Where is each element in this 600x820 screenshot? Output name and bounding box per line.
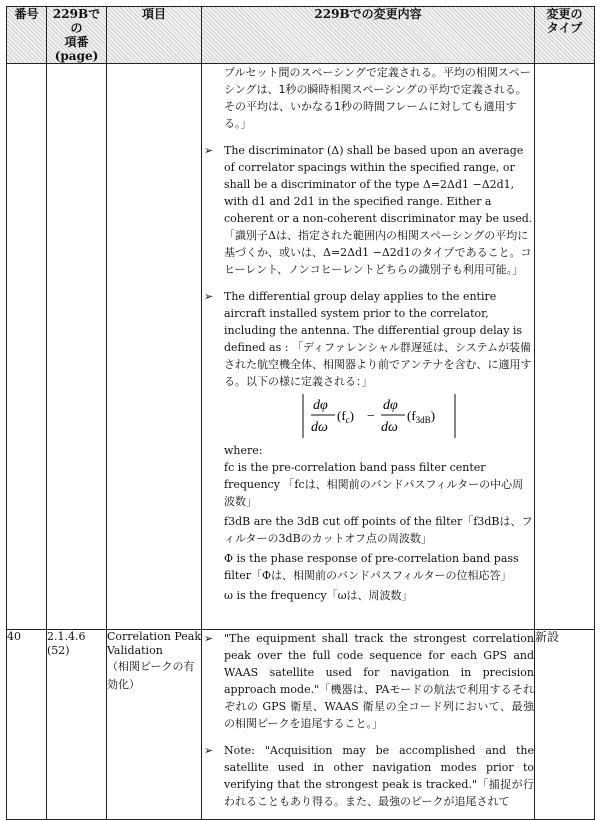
header-row	[7, 7, 595, 64]
table-row	[7, 630, 595, 820]
acquisition-note-text: Note: "Acquisition may be accomplished and the satellite used in other navigation modes prior to verifying that the strongest peak is tracked."「捕捉が行われることもあり得る。また、最強のピークが追尾されて	[224, 744, 534, 808]
row2-ref	[47, 630, 107, 820]
row1-number	[7, 64, 47, 630]
def-omega: ω is the frequency「ωは、周波数」	[224, 589, 413, 602]
header-number: 番号	[7, 7, 47, 64]
change-table	[6, 6, 595, 820]
def-phi: Φ is the phase response of pre-correlation band pass filter「Φは、相関前のバンドパスフィルターの位相応答」	[224, 552, 519, 582]
row2-ref-page: (52)	[47, 644, 70, 657]
discriminator-text: The discriminator (Δ) shall be based upon an average of correlator spacings within the specified range, or shall be a discriminator of the type Δ=2Δd1 −Δ2d1, with d1 and 2d1 in the specified range. Either a coherent or a non-coherent discriminator may be used. 「識別子Δは、指定された範囲内の相関スペーシングの平均に基づくか、或いは、Δ=2Δd1 −Δ2d1のタイプであること。コヒーレント、ノンコヒーレントどちらの識別子も利用可能。」	[224, 144, 533, 276]
list-item	[202, 630, 534, 732]
list-item	[202, 142, 534, 278]
svg-text:(fc): $(f_c)$	[337, 408, 355, 425]
row2-title-en: Correlation Peak Validation	[107, 630, 201, 657]
row1-content	[202, 64, 535, 630]
row2-number: 40	[7, 630, 47, 820]
correlation-peak-text: "The equipment shall track the strongest correlation peak over the full code sequence for each GPS and WAAS satellite used for navigation in precision approach mode."「機器は、PAモードの航法で利用するそれぞれの GPS 衛星、WAAS 衛星の全コード列において、最強の相関ピークを追尾すること。」	[224, 632, 534, 730]
bullet-icon: ➢	[204, 632, 214, 645]
row2-content	[202, 630, 535, 820]
where-label: where:	[224, 444, 263, 457]
list-item	[202, 288, 534, 604]
row2-ref-number: 2.1.4.6	[47, 630, 86, 643]
def-f3db: f3dB are the 3dB cut off points of the filter「f3dBは、フィルターの3dBのカットオフ点の周波数」	[224, 515, 533, 545]
svg-text:dφ: dφ	[383, 398, 398, 413]
row1-ref	[47, 64, 107, 630]
svg-text:−: −	[367, 409, 375, 424]
header-type-line1: 変更の	[546, 7, 583, 21]
header-ref	[47, 7, 107, 64]
svg-text:dω: dω	[311, 420, 328, 435]
bullet-icon: ➢	[204, 290, 214, 303]
svg-text:dφ: dφ	[313, 398, 328, 413]
row1-intro-text: プルセット間のスペーシングで定義される。平均の相関スペーシングは、1秒の瞬時相関スペーシングの平均で定義される。その平均は、いかなる1秒の時間フレームに対しても適用する。」	[224, 66, 531, 130]
row1-item	[107, 64, 202, 630]
group-delay-text: The differential group delay applies to the entire aircraft installed system prior to the correlator, including the antenna. The differential group delay is defined as : 「ディファレンシャル群遅延は、システムが装備された航空機全体、相関器より前でアンテナを含む、に適用する。以下の様に定義される：」	[224, 290, 532, 388]
def-fc: fc is the pre-correlation band pass filter center frequency 「fcは、相関前のバンドパスフィルターの中心周波数」	[224, 461, 524, 508]
svg-text:dω: dω	[381, 420, 398, 435]
row1-type	[535, 64, 595, 630]
row2-type: 新設	[535, 630, 595, 820]
header-ref-line1: 229Bでの	[52, 7, 101, 35]
svg-text:(f3dB): $(f_{3dB})$	[407, 408, 436, 425]
row2-title-jp: （相関ピークの有効化）	[107, 660, 195, 691]
header-type	[535, 7, 595, 64]
header-type-line2: タイプ	[546, 21, 583, 35]
delay-formula	[224, 392, 534, 440]
list-item	[202, 742, 534, 810]
formula-graphic	[299, 392, 459, 440]
bullet-icon: ➢	[204, 144, 214, 157]
header-item: 項目	[107, 7, 202, 64]
header-changes: 229Bでの変更内容	[202, 7, 535, 64]
header-ref-line2: 項番(page)	[54, 35, 99, 63]
bullet-icon: ➢	[204, 744, 214, 757]
table-row	[7, 64, 595, 630]
row2-item	[107, 630, 202, 820]
